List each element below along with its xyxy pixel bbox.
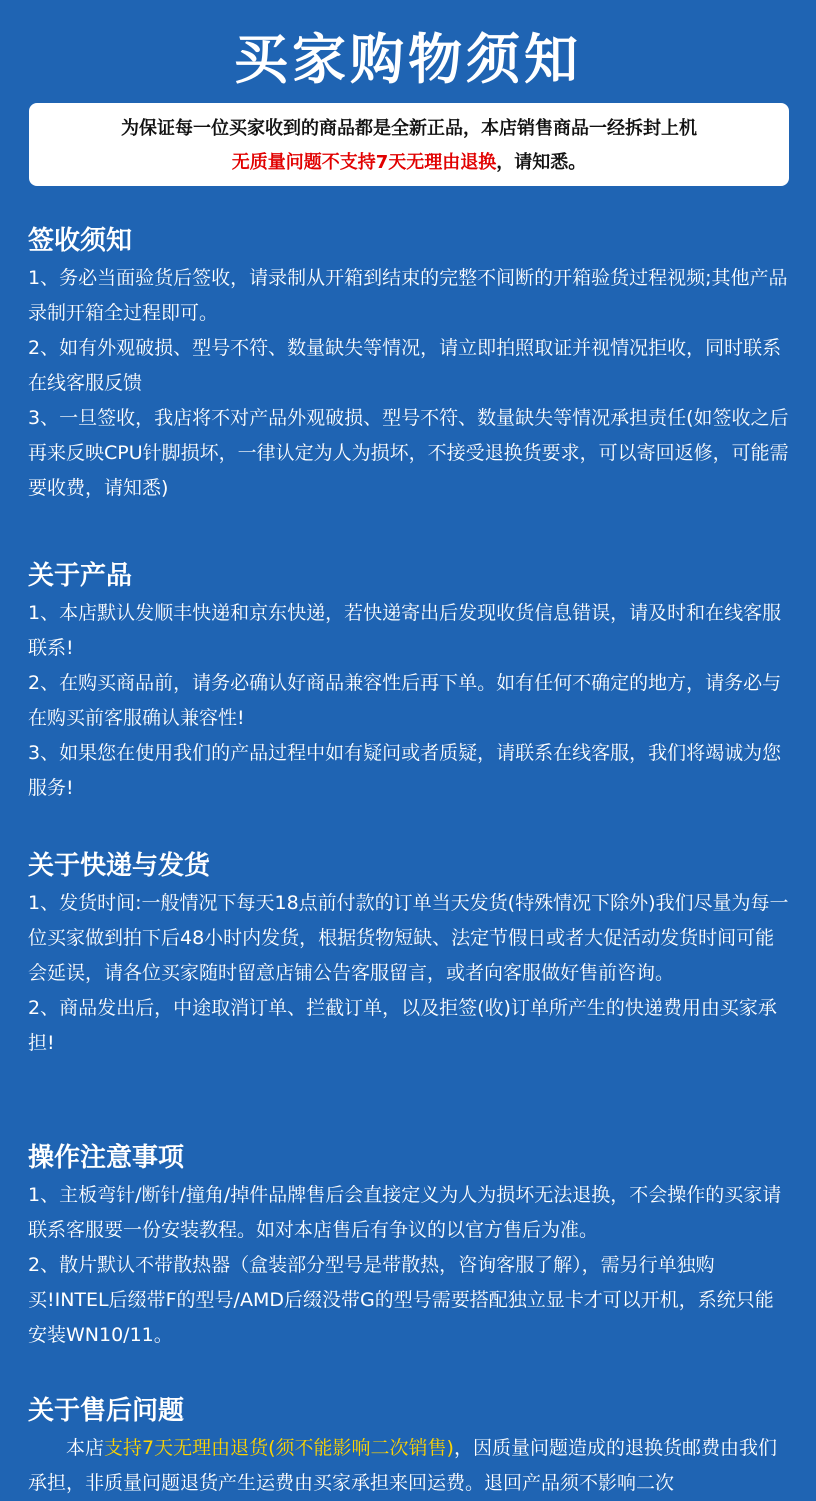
section-signing bbox=[28, 221, 792, 506]
section-item: 1、本店默认发顺丰快递和京东快递，若快递寄出后发现收货信息错误，请及时和在线客服联系! bbox=[28, 602, 782, 659]
section-item: 3、一旦签收，我店将不对产品外观破损、型号不符、数量缺失等情况承担责任(如签收之后再来反映CPU针脚损坏，一律认定为人为损坏，不接受退换货要求，可以寄回返修，可能需要收费，请知悉) bbox=[28, 407, 789, 499]
section-operation-notes bbox=[28, 1138, 792, 1353]
page-title: 买家购物须知 bbox=[234, 28, 582, 91]
section-shipping bbox=[28, 846, 792, 1061]
section-heading: 关于快递与发货 bbox=[28, 851, 211, 881]
section-item: 1、务必当面验货后签收，请录制从开箱到结束的完整不间断的开箱验货过程视频;其他产品录制开箱全过程即可。 bbox=[28, 267, 788, 324]
section-item: 1、发货时间:一般情况下每天18点前付款的订单当天发货(特殊情况下除外)我们尽量为每一位买家做到拍下后48小时内发货，根据货物短缺、法定节假日或者大促活动发货时间可能会延误，请各位买家随时留意店铺公告客服留言，或者向客服做好售前咨询。 bbox=[28, 892, 789, 984]
after-sales-intro: 本店 bbox=[66, 1437, 105, 1459]
notice-line-1: 为保证每一位买家收到的商品都是全新正品，本店销售商品一经拆封上机 bbox=[121, 118, 697, 139]
section-heading: 签收须知 bbox=[28, 226, 133, 256]
notice-box bbox=[29, 103, 789, 186]
section-heading: 操作注意事项 bbox=[28, 1143, 185, 1173]
section-products bbox=[28, 556, 792, 806]
after-sales-rest: ，因质量问题造成的退换货邮费由我们承担，非质量问题退货产生运费由买家承担来回运费。退回产品须不影响二次 bbox=[28, 1437, 777, 1494]
section-item: 2、商品发出后，中途取消订单、拦截订单，以及拒签(收)订单所产生的快递费用由买家承担! bbox=[28, 997, 777, 1054]
notice-line-2 bbox=[29, 146, 789, 180]
section-heading: 关于售后问题 bbox=[28, 1396, 185, 1426]
section-item: 2、散片默认不带散热器（盒装部分型号是带散热，咨询客服了解），需另行单独购买!INTEL后缀带F的型号/AMD后缀没带G的型号需要搭配独立显卡才可以开机，系统只能安装WN10/11。 bbox=[28, 1254, 774, 1346]
section-item: 1、主板弯针/断针/撞角/掉件品牌售后会直接定义为人为损坏无法退换，不会操作的买家请联系客服要一份安装教程。如对本店售后有争议的以官方售后为准。 bbox=[28, 1184, 782, 1241]
notice-line-2-rest: ，请知悉。 bbox=[496, 152, 587, 173]
section-after-sales bbox=[28, 1391, 792, 1501]
section-item: 2、如有外观破损、型号不符、数量缺失等情况，请立即拍照取证并视情况拒收，同时联系在线客服反馈 bbox=[28, 337, 782, 394]
section-item: 3、如果您在使用我们的产品过程中如有疑问或者质疑，请联系在线客服，我们将竭诚为您服务! bbox=[28, 742, 782, 799]
notice-warning: 无质量问题不支持7天无理由退换 bbox=[231, 152, 497, 173]
after-sales-highlight: 支持7天无理由退货(须不能影响二次销售) bbox=[104, 1437, 454, 1459]
section-item: 2、在购买商品前，请务必确认好商品兼容性后再下单。如有任何不确定的地方，请务必与在购买前客服确认兼容性! bbox=[28, 672, 782, 729]
after-sales-text bbox=[28, 1431, 792, 1501]
section-heading: 关于产品 bbox=[28, 561, 133, 591]
